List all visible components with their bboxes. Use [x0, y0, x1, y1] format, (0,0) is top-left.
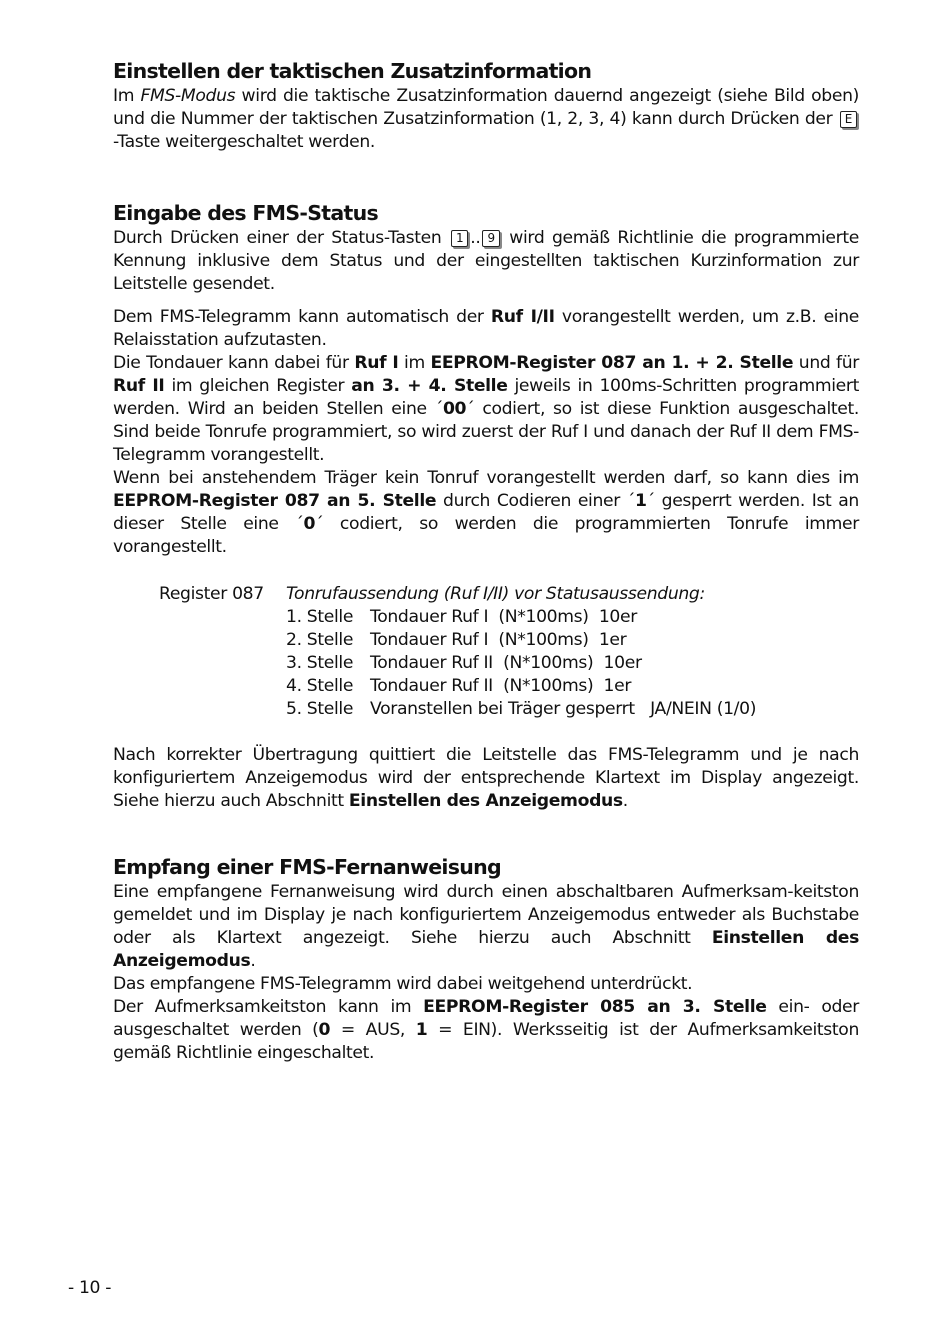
register-label: Register 087: [159, 584, 264, 604]
section-title-remote-instruction: Empfang einer FMS-Fernanweisung: [113, 855, 501, 879]
text-span: und für: [793, 353, 860, 373]
bold-span: EEPROM-Register 087 an 5. Stelle: [113, 491, 437, 511]
text-span: durch Codieren einer ´: [436, 491, 635, 511]
text-span: Wenn bei anstehendem Träger kein Tonruf vorangestellt werden darf, so kann dies im: [113, 468, 859, 488]
register-heading: Tonrufaussendung (Ruf I/II) vor Statusaussendung:: [286, 584, 705, 604]
paragraph-status-keys: [113, 227, 859, 296]
register-description: Tondauer Ruf I (N*100ms) 10er: [370, 607, 637, 627]
italic-fms-mode: FMS-Modus: [140, 86, 236, 106]
bold-span: Einstellen des Anzeigemodus: [348, 791, 623, 811]
paragraph-telegram-suppressed: Das empfangene FMS-Telegramm wird dabei weitgehend unterdrückt.: [113, 974, 693, 994]
section-title-fms-status: Eingabe des FMS-Status: [113, 201, 379, 225]
bold-span: an 3. + 4. Stelle: [351, 376, 508, 396]
key-1-icon: 1: [451, 230, 468, 247]
register-row: [159, 629, 859, 652]
text-span: Die Tondauer kann dabei für: [113, 353, 355, 373]
paragraph-ruf-prefix: [113, 306, 859, 352]
bold-span: EEPROM-Register 087 an 1. + 2. Stelle: [430, 353, 794, 373]
text-span: ein- oder ausgeschaltet werden (: [113, 997, 859, 1040]
register-position: 5. Stelle: [286, 699, 354, 719]
text-span: ´ gesperrt werden. Ist an dieser Stelle eine ´: [113, 491, 859, 534]
bold-span: Einstellen des Anzeigemodus: [113, 928, 859, 971]
page-number: - 10 -: [68, 1278, 112, 1298]
bold-span: Ruf II: [113, 376, 165, 396]
bold-span: Ruf I: [354, 353, 399, 373]
text-span: Der Aufmerksamkeitston kann im: [113, 997, 424, 1017]
bold-span: 1: [415, 1020, 428, 1040]
paragraph-acknowledge: [113, 744, 859, 813]
text-span: Nach korrekter Übertragung quittiert die Leitstelle das FMS-Telegramm und je nach konfiguriertem Anzeigemodus wird der entsprechende Klartext im Display angezeigt. Siehe hierzu auch Abschnitt: [113, 745, 859, 811]
paragraph-remote-received: [113, 881, 859, 973]
text-span: = EIN). Werksseitig ist der Aufmerksamkeitston gemäß Richtlinie eingeschaltet.: [113, 1020, 859, 1063]
text-span: = AUS,: [330, 1020, 416, 1040]
register-description: Tondauer Ruf I (N*100ms) 1er: [370, 630, 627, 650]
bold-span: EEPROM-Register 085 an 3. Stelle: [423, 997, 767, 1017]
register-row: [159, 698, 859, 721]
register-description: Tondauer Ruf II (N*100ms) 10er: [370, 653, 642, 673]
paragraph-tactical-info: [113, 85, 859, 154]
text-span: Durch Drücken einer der Status-Tasten: [113, 228, 449, 248]
page-content: [113, 57, 859, 1065]
section-title-tactical-info: Einstellen der taktischen Zusatzinformation: [113, 59, 592, 83]
e-key-icon: E: [840, 111, 857, 128]
key-9-icon: 9: [482, 230, 499, 247]
bold-span: Ruf I/II: [490, 307, 555, 327]
text-span: wird die taktische Zusatzinformation dauernd angezeigt (siehe Bild oben) und die Nummer der taktischen Zusatzinformation (1, 2, 3, 4) kann durch Drücken der: [113, 86, 859, 129]
text-span: ..: [470, 228, 481, 248]
text-span: Dem FMS-Telegramm kann automatisch der: [113, 307, 491, 327]
text-span: im gleichen Register: [164, 376, 352, 396]
register-position: 1. Stelle: [286, 607, 354, 627]
register-row: [159, 675, 859, 698]
register-position: 4. Stelle: [286, 676, 354, 696]
text-span: -Taste weitergeschaltet werden.: [113, 132, 376, 152]
text-span: jeweils in 100ms-Schritten programmiert werden. Wird an beiden Stellen eine ´: [113, 376, 859, 419]
register-description: Tondauer Ruf II (N*100ms) 1er: [370, 676, 632, 696]
register-row: [159, 606, 859, 629]
text-span: vorangestellt werden, um z.B. eine Relaisstation aufzutasten.: [113, 307, 860, 350]
text-span: Eine empfangene Fernanweisung wird durch einen abschaltbaren Aufmerksam-keitston gemeldet und im Display je nach konfiguriertem Anzeigemodus entweder als Buchstabe oder als Klartext angezeigt. Siehe hierzu auch Abschnitt: [113, 882, 859, 948]
text-span: wird gemäß Richtlinie die programmierte Kennung inklusive dem Status und der eingestellten taktischen Kurzinformation zur Leitstelle gesendet.: [113, 228, 859, 294]
register-header: [159, 583, 859, 606]
bold-span: 0: [303, 514, 316, 534]
bold-span: 00: [442, 399, 467, 419]
text-span: im: [398, 353, 431, 373]
bold-span: 1: [635, 491, 647, 511]
bold-span: 0: [318, 1020, 331, 1040]
text-span: .: [622, 791, 628, 811]
text-span: ´ codiert, so werden die programmierten Tonrufe immer vorangestellt.: [113, 514, 859, 557]
paragraph-carrier-lock: [113, 467, 859, 559]
register-description: Voranstellen bei Träger gesperrt JA/NEIN (1/0): [370, 699, 757, 719]
text-span: .: [250, 951, 256, 971]
text-span: Im: [113, 86, 141, 106]
paragraph-tone-duration: [113, 352, 859, 467]
register-position: 2. Stelle: [286, 630, 354, 650]
register-position: 3. Stelle: [286, 653, 354, 673]
text-span: ´ codiert, so ist diese Funktion ausgeschaltet. Sind beide Tonrufe programmiert, so wird zuerst der Ruf I und danach der Ruf II dem FMS-Telegramm vorangestellt.: [113, 399, 859, 465]
register-087-table: [159, 583, 859, 721]
paragraph-attention-tone: [113, 996, 859, 1065]
register-row: [159, 652, 859, 675]
